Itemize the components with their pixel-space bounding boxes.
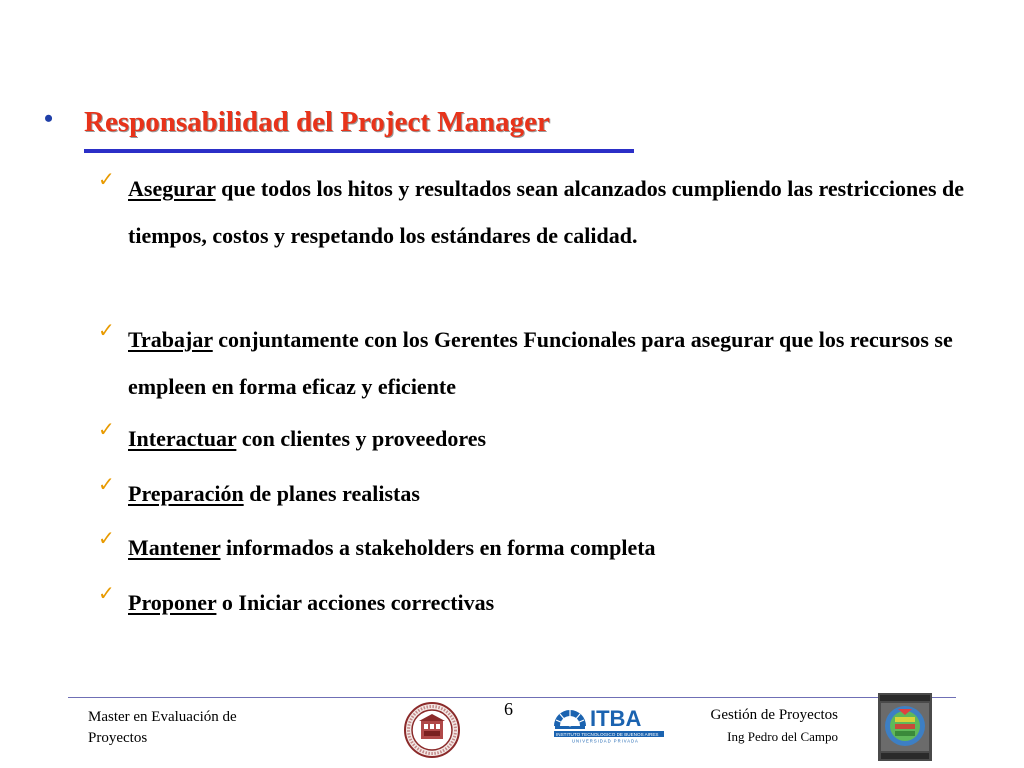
list-item-text bbox=[128, 470, 978, 517]
item-rest: conjuntamente con los Gerentes Funcionales para asegurar que los recursos se empleen en forma eficaz y eficiente bbox=[128, 327, 953, 399]
list-item-text bbox=[128, 579, 978, 626]
item-rest: que todos los hitos y resultados sean alcanzados cumpliendo las restricciones de tiempos, costos y respetando los estándares de calidad. bbox=[128, 176, 965, 248]
footer-instructor: Ing Pedro del Campo bbox=[727, 729, 838, 744]
item-rest: informados a stakeholders en forma completa bbox=[220, 535, 656, 560]
itba-wordmark: ITBA bbox=[590, 706, 642, 731]
item-rest: o Iniciar acciones correctivas bbox=[216, 590, 495, 615]
list-item-text bbox=[128, 415, 978, 462]
item-keyword: Asegurar bbox=[128, 176, 216, 201]
checkmark-icon: ✓ bbox=[98, 167, 115, 191]
footer-program-line1: Master en Evaluación de bbox=[88, 709, 237, 725]
footer-program-line2: Proyectos bbox=[88, 730, 148, 746]
checkmark-icon: ✓ bbox=[98, 417, 115, 441]
footer-program bbox=[88, 707, 318, 749]
title-underline bbox=[84, 149, 634, 153]
checkmark-icon: ✓ bbox=[98, 472, 115, 496]
item-keyword: Mantener bbox=[128, 535, 221, 560]
checkmark-icon: ✓ bbox=[98, 581, 115, 605]
itba-logo bbox=[552, 704, 666, 744]
item-rest: de planes realistas bbox=[243, 481, 420, 506]
item-keyword: Proponer bbox=[128, 590, 217, 615]
footer-course: Gestión de Proyectos bbox=[710, 707, 838, 723]
itba-subtitle: INSTITUTO TECNOLOGICO DE BUENOS AIRES bbox=[556, 732, 659, 737]
item-keyword: Preparación bbox=[128, 481, 244, 506]
footer-divider bbox=[68, 697, 956, 698]
itba-tagline: UNIVERSIDAD PRIVADA bbox=[572, 738, 639, 744]
item-keyword: Interactuar bbox=[128, 426, 237, 451]
list-item-text bbox=[128, 165, 978, 259]
page-number: 6 bbox=[504, 699, 513, 719]
item-rest: con clientes y proveedores bbox=[236, 426, 487, 451]
checkmark-icon: ✓ bbox=[98, 526, 115, 550]
item-keyword: Trabajar bbox=[128, 327, 213, 352]
title-bullet: • bbox=[44, 104, 54, 133]
checkmark-icon: ✓ bbox=[98, 318, 115, 342]
list-item-text bbox=[128, 524, 978, 571]
slide-title: Responsabilidad del Project Manager bbox=[84, 106, 550, 138]
university-seal-logo bbox=[404, 702, 460, 758]
list-item-text bbox=[128, 316, 978, 410]
course-cover-logo bbox=[878, 693, 932, 761]
